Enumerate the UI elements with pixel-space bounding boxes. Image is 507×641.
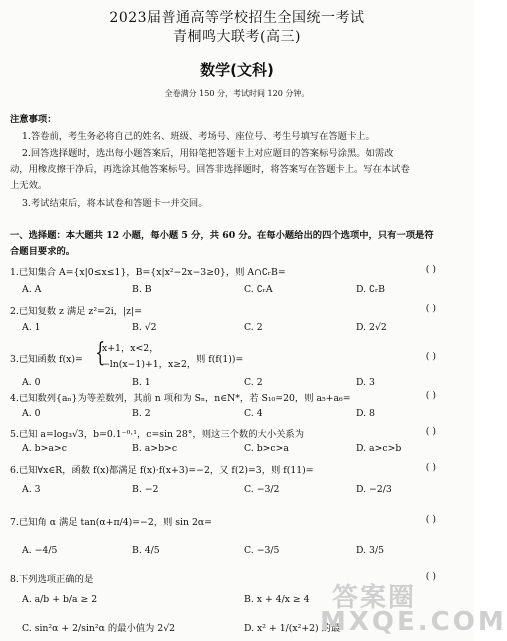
option-b: B. 1: [132, 377, 151, 388]
section-heading-line2: 合题目要求的。: [10, 246, 76, 257]
question-1-stem: 1.已知集合 A={x|0≤x≤1}，B={x|x²−2x−3≥0}，则 A∩∁ᵣB=: [10, 267, 286, 278]
option-d: D. 2√2: [356, 322, 387, 333]
option-c: C. 2: [244, 322, 263, 333]
option-c: C. b>c>a: [244, 443, 289, 454]
option-a: A. a/b + b/a ≥ 2: [22, 594, 98, 605]
piecewise-brace: {: [95, 338, 106, 368]
question-3-tail: 则 f(f(1))=: [196, 354, 244, 365]
notice-item-2a: 2.回答选择题时，选出每小题答案后，用铅笔把答题卡上对应题目的答案标号涂黑。如需改: [22, 148, 394, 159]
question-5-answer-paren: ( ): [425, 426, 436, 437]
option-a: A. 3: [22, 484, 41, 495]
question-6-stem: 6.已知∀x∈R，函数 f(x)都满足 f(x)·f(x+3)=−2，又 f(2)=3，则 f(11)=: [10, 465, 314, 476]
option-d: D. x² + 1/(x²+2) 的最: [244, 623, 341, 634]
question-7-answer-paren: ( ): [425, 514, 436, 525]
question-8-answer-paren: ( ): [425, 571, 436, 582]
question-1-answer-paren: ( ): [425, 264, 436, 275]
option-c: C. −3/2: [244, 484, 280, 495]
question-3-answer-paren: ( ): [425, 351, 436, 362]
option-b: B. x + 4/x ≥ 4: [244, 594, 310, 605]
option-a: A. −4/5: [22, 545, 58, 556]
option-c: C. 4: [244, 408, 263, 419]
option-b: B. −2: [132, 484, 159, 495]
exam-title: 2023届普通高等学校招生全国统一考试: [109, 10, 365, 26]
option-b: B. 4/5: [132, 545, 160, 556]
option-b: B. B: [132, 284, 152, 295]
notice-item-3: 3.考试结束后，将本试卷和答题卡一并交回。: [22, 198, 208, 209]
question-7-stem: 7.已知角 α 满足 tan(α+π/4)=−2，则 sin 2α=: [10, 517, 212, 528]
option-c: C. ∁ᵣA: [244, 284, 273, 295]
option-a: A. 1: [22, 322, 41, 333]
question-2-answer-paren: ( ): [425, 303, 436, 314]
option-a: A. 0: [22, 408, 41, 419]
option-a: A. b>a>c: [22, 443, 67, 454]
site-watermark: [310, 577, 507, 639]
option-a: A. A: [22, 284, 42, 295]
subject-title: 数学(文科): [200, 61, 274, 79]
question-2-stem: 2.已知复数 z 满足 z²=2i，|z|=: [10, 306, 142, 317]
option-d: D. 3/5: [356, 545, 384, 556]
question-4-stem: 4.已知数列{aₙ}为等差数列，其前 n 项和为 Sₙ，n∈N*，若 S₁₀=20，则 a₅+a₆=: [10, 393, 351, 404]
question-4-answer-paren: ( ): [425, 390, 436, 401]
option-d: D. a>c>b: [356, 443, 402, 454]
option-b: B. a>b>c: [132, 443, 178, 454]
option-d: D. 8: [356, 408, 375, 419]
notice-heading: 注意事项：: [10, 114, 57, 125]
option-d: D. 3: [356, 377, 375, 388]
option-c: C. −3/5: [244, 545, 280, 556]
option-b: B. √2: [132, 322, 157, 333]
question-8-stem: 8.下列选项正确的是: [10, 574, 94, 585]
option-a: A. 0: [22, 377, 41, 388]
question-5-stem: 5.已知 a=log₃√3，b=0.1⁻⁰·¹，c=sin 28°，则这三个数的大小关系为: [10, 429, 305, 440]
question-3-piece-2: −ln(x−1)+1，x≥2，: [102, 359, 197, 370]
watermark-line-2: MXQE.COM: [320, 607, 507, 637]
option-c: C. 2: [244, 377, 263, 388]
notice-item-1: 1.答卷前，考生务必将自己的姓名、班级、考场号、座位号、考生号填写在答题卡上。: [22, 131, 375, 142]
option-d: D. −2/3: [356, 484, 392, 495]
score-time-note: 全卷满分 150 分，考试时间 120 分钟。: [164, 89, 310, 98]
question-3-piece-1: x+1，x<2，: [102, 343, 159, 354]
option-c: C. sin²α + 2/sin²α 的最小值为 2√2: [22, 623, 176, 634]
section-heading-line1: 一、选择题：本大题共 12 小题，每小题 5 分，共 60 分。在每小题给出的四个选项中，只有一项是符: [10, 230, 434, 241]
notice-item-2b: 动，用橡皮擦干净后，再选涂其他答案标号。回答非选择题时，将答案写在答题卡上。写在本试卷: [10, 164, 410, 175]
notice-item-2c: 上无效。: [10, 180, 48, 191]
option-d: D. ∁ᵣB: [356, 284, 386, 295]
exam-subtitle: 青桐鸣大联考(高三): [173, 29, 301, 45]
question-3-stem: 3.已知函数 f(x)=: [10, 354, 83, 365]
question-6-answer-paren: ( ): [425, 462, 436, 473]
option-b: B. 2: [132, 408, 151, 419]
watermark-line-1: 答案圈: [332, 583, 417, 613]
